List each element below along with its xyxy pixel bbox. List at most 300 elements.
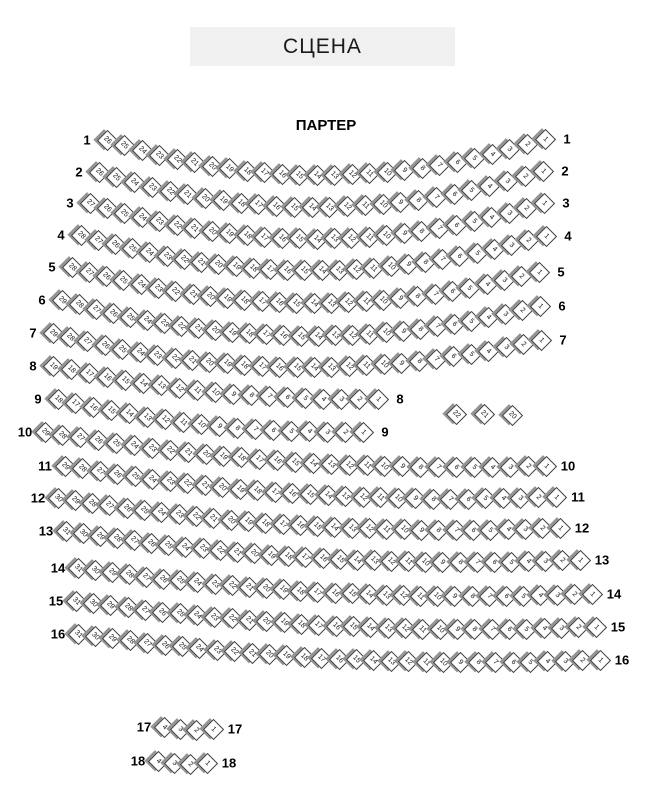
seat[interactable]: 12 (342, 164, 363, 185)
seat[interactable]: 27 (77, 331, 98, 352)
seat[interactable]: 21 (473, 404, 494, 425)
seat[interactable]: 10 (380, 256, 401, 277)
seat[interactable]: 1 (535, 455, 556, 476)
seat[interactable]: 2 (180, 754, 201, 775)
seat[interactable]: 7 (425, 284, 446, 305)
seat[interactable]: 26 (107, 464, 128, 485)
seat[interactable]: 25 (122, 238, 143, 259)
seat[interactable]: 12 (398, 651, 419, 672)
seat[interactable]: 2 (552, 550, 573, 571)
seat[interactable]: 18 (47, 388, 68, 409)
seat[interactable]: 23 (149, 144, 170, 165)
seat[interactable]: 16 (271, 228, 292, 249)
seat[interactable]: 28 (72, 458, 93, 479)
seat[interactable]: 27 (79, 192, 100, 213)
seat[interactable]: 25 (134, 500, 155, 521)
seat[interactable]: 16 (97, 366, 118, 387)
seat[interactable]: 6 (444, 184, 465, 205)
seat[interactable]: 23 (169, 504, 190, 525)
seat[interactable]: 26 (88, 161, 109, 182)
seat[interactable]: 17 (265, 481, 286, 502)
seat[interactable]: 14 (133, 373, 154, 394)
seat[interactable]: 31 (67, 623, 88, 644)
seat[interactable]: 9 (447, 619, 468, 640)
seat[interactable]: 25 (170, 570, 191, 591)
seat[interactable]: 17 (252, 291, 273, 312)
seat[interactable]: 19 (222, 322, 243, 343)
seat[interactable]: 7 (427, 316, 448, 337)
seat[interactable]: 22 (221, 608, 242, 629)
seat[interactable]: 3 (515, 519, 536, 540)
seat[interactable]: 10 (415, 552, 436, 573)
seat[interactable]: 16 (277, 259, 298, 280)
seat[interactable]: 16 (273, 325, 294, 346)
seat[interactable]: 11 (415, 651, 436, 672)
seat[interactable]: 16 (328, 648, 349, 669)
seat[interactable]: 1 (528, 261, 549, 282)
seat[interactable]: 19 (276, 645, 297, 666)
seat[interactable]: 2 (517, 134, 538, 155)
seat[interactable]: 4 (479, 176, 500, 197)
seat[interactable]: 15 (346, 649, 367, 670)
seat[interactable]: 15 (101, 400, 122, 421)
seat[interactable]: 21 (177, 184, 198, 205)
seat[interactable]: 13 (376, 585, 397, 606)
seat[interactable]: 12 (381, 551, 402, 572)
seat[interactable]: 25 (169, 603, 190, 624)
seat[interactable]: 10 (377, 162, 398, 183)
seat[interactable]: 31 (67, 557, 88, 578)
seat[interactable]: 3 (497, 171, 518, 192)
seat[interactable]: 20 (208, 254, 229, 275)
seat[interactable]: 11 (359, 226, 380, 247)
seat[interactable]: 6 (458, 488, 479, 509)
seat[interactable]: 25 (120, 306, 141, 327)
seat[interactable]: 18 (278, 546, 299, 567)
seat[interactable]: 19 (217, 288, 238, 309)
seat[interactable]: 24 (139, 242, 160, 263)
seat[interactable]: 17 (249, 449, 270, 470)
seat[interactable]: 22 (167, 215, 188, 236)
seat[interactable]: 5 (520, 651, 541, 672)
seat[interactable]: 13 (321, 357, 342, 378)
seat[interactable]: 29 (42, 322, 63, 343)
seat[interactable]: 7 (429, 155, 450, 176)
seat[interactable]: 4 (497, 519, 518, 540)
seat[interactable]: 13 (151, 375, 172, 396)
seat[interactable]: 18 (243, 257, 264, 278)
seat[interactable]: 25 (106, 167, 127, 188)
seat[interactable]: 21 (184, 218, 205, 239)
seat[interactable]: 17 (307, 581, 328, 602)
seat[interactable]: 15 (294, 260, 315, 281)
seat[interactable]: 7 (429, 218, 450, 239)
seat[interactable]: 18 (234, 290, 255, 311)
seat[interactable]: 25 (114, 203, 135, 224)
seat[interactable]: 29 (102, 562, 123, 583)
seat[interactable]: 23 (154, 313, 175, 334)
seat[interactable]: 14 (304, 357, 325, 378)
seat[interactable]: 5 (461, 311, 482, 332)
seat[interactable]: 4 (477, 274, 498, 295)
seat[interactable]: 29 (90, 526, 111, 547)
seat[interactable]: 27 (99, 495, 120, 516)
seat[interactable]: 30 (85, 560, 106, 581)
seat[interactable]: 5 (295, 388, 316, 409)
seat[interactable]: 7 (446, 520, 467, 541)
seat[interactable]: 4 (482, 144, 503, 165)
seat[interactable]: 18 (247, 480, 268, 501)
seat[interactable]: 11 (398, 551, 419, 572)
seat[interactable]: 26 (105, 234, 126, 255)
seat[interactable]: 13 (319, 197, 340, 218)
seat[interactable]: 20 (212, 477, 233, 498)
seat[interactable]: 10 (373, 290, 394, 311)
seat[interactable]: 6 (446, 215, 467, 236)
seat[interactable]: 20 (205, 320, 226, 341)
seat[interactable]: 19 (261, 544, 282, 565)
seat[interactable]: 12 (393, 585, 414, 606)
seat[interactable]: 1 (545, 486, 566, 507)
seat[interactable]: 25 (106, 433, 127, 454)
seat[interactable]: 2 (517, 456, 538, 477)
seat[interactable]: 28 (60, 327, 81, 348)
seat[interactable]: 15 (289, 228, 310, 249)
seat[interactable]: 4 (313, 388, 334, 409)
seat[interactable]: 3 (551, 618, 572, 639)
seat[interactable]: 3 (496, 337, 517, 358)
seat[interactable]: 9 (450, 652, 471, 673)
seat[interactable]: 5 (461, 180, 482, 201)
seat[interactable]: 27 (137, 632, 158, 653)
seat[interactable]: 14 (119, 403, 140, 424)
seat[interactable]: 24 (187, 605, 208, 626)
seat[interactable]: 13 (329, 260, 350, 281)
seat[interactable]: 17 (254, 162, 275, 183)
seat[interactable]: 7 (428, 457, 449, 478)
seat[interactable]: 8 (468, 652, 489, 673)
seat[interactable]: 10 (376, 225, 397, 246)
seat[interactable]: 23 (149, 211, 170, 232)
seat[interactable]: 14 (304, 293, 325, 314)
seat[interactable]: 7 (440, 489, 461, 510)
seat[interactable]: 1 (533, 192, 554, 213)
seat[interactable]: 12 (339, 356, 360, 377)
seat[interactable]: 23 (192, 538, 213, 559)
seat[interactable]: 20 (202, 155, 223, 176)
seat[interactable]: 17 (254, 226, 275, 247)
seat[interactable]: 8 (449, 552, 470, 573)
seat[interactable]: 2 (532, 518, 553, 539)
seat[interactable]: 18 (237, 225, 258, 246)
seat[interactable]: 11 (355, 291, 376, 312)
seat[interactable]: 2 (511, 266, 532, 287)
seat[interactable]: 12 (342, 325, 363, 346)
seat[interactable]: 21 (182, 284, 203, 305)
seat[interactable]: 16 (312, 548, 333, 569)
seat[interactable]: 10 (429, 619, 450, 640)
seat[interactable]: 25 (172, 636, 193, 657)
seat[interactable]: 17 (248, 194, 269, 215)
seat[interactable]: 3 (500, 456, 521, 477)
seat[interactable]: 9 (394, 223, 415, 244)
seat[interactable]: 17 (79, 363, 100, 384)
seat[interactable]: 19 (273, 612, 294, 633)
seat[interactable]: 1 (581, 583, 602, 604)
seat[interactable]: 11 (370, 487, 391, 508)
seat[interactable]: 19 (230, 478, 251, 499)
seat[interactable]: 13 (324, 165, 345, 186)
seat[interactable]: 23 (147, 345, 168, 366)
seat[interactable]: 26 (152, 601, 173, 622)
seat[interactable]: 8 (464, 619, 485, 640)
seat[interactable]: 22 (224, 641, 245, 662)
seat[interactable]: 7 (479, 586, 500, 607)
seat[interactable]: 19 (219, 158, 240, 179)
seat[interactable]: 2 (186, 720, 207, 741)
seat[interactable]: 29 (54, 455, 75, 476)
seat[interactable]: 12 (339, 454, 360, 475)
seat[interactable]: 21 (239, 577, 260, 598)
seat[interactable]: 13 (342, 518, 363, 539)
seat[interactable]: 21 (239, 610, 260, 631)
seat[interactable]: 1 (202, 718, 223, 739)
seat[interactable]: 14 (360, 617, 381, 638)
seat[interactable]: 29 (65, 490, 86, 511)
seat[interactable]: 17 (260, 259, 281, 280)
seat[interactable]: 13 (381, 651, 402, 672)
seat[interactable]: 4 (481, 207, 502, 228)
seat[interactable]: 10 (374, 354, 395, 375)
seat[interactable]: 17 (295, 547, 316, 568)
seat[interactable]: 15 (330, 549, 351, 570)
seat[interactable]: 9 (209, 416, 230, 437)
seat[interactable]: 2 (518, 230, 539, 251)
seat[interactable]: 18 (60, 359, 81, 380)
seat[interactable]: 15 (285, 451, 306, 472)
seat[interactable]: 28 (119, 564, 140, 585)
seat[interactable]: 15 (286, 357, 307, 378)
seat[interactable]: 7 (245, 419, 266, 440)
seat[interactable]: 23 (204, 607, 225, 628)
seat[interactable]: 21 (241, 643, 262, 664)
seat[interactable]: 17 (272, 514, 293, 535)
seat[interactable]: 4 (518, 551, 539, 572)
seat[interactable]: 6 (446, 457, 467, 478)
seat[interactable]: 11 (412, 618, 433, 639)
seat[interactable]: 17 (252, 356, 273, 377)
seat[interactable]: 4 (482, 457, 503, 478)
seat[interactable]: 20 (256, 578, 277, 599)
seat[interactable]: 30 (83, 593, 104, 614)
seat[interactable]: 25 (125, 466, 146, 487)
seat[interactable]: 12 (352, 487, 373, 508)
seat[interactable]: 2 (349, 389, 370, 410)
seat[interactable]: 4 (533, 618, 554, 639)
seat[interactable]: 25 (158, 535, 179, 556)
seat[interactable]: 13 (325, 325, 346, 346)
seat[interactable]: 19 (213, 445, 234, 466)
seat[interactable]: 4 (147, 750, 168, 771)
seat[interactable]: 26 (96, 266, 117, 287)
seat[interactable]: 26 (153, 568, 174, 589)
seat[interactable]: 5 (501, 552, 522, 573)
seat[interactable]: 13 (324, 228, 345, 249)
seat[interactable]: 28 (82, 493, 103, 514)
seat[interactable]: 31 (65, 590, 86, 611)
seat[interactable]: 14 (312, 260, 333, 281)
seat[interactable]: 9 (394, 160, 415, 181)
seat[interactable]: 12 (346, 259, 367, 280)
seat[interactable]: 16 (83, 396, 104, 417)
seat[interactable]: 19 (219, 223, 240, 244)
seat[interactable]: 29 (100, 595, 121, 616)
seat[interactable]: 3 (498, 203, 519, 224)
seat[interactable]: 1 (534, 128, 555, 149)
seat[interactable]: 5 (467, 243, 488, 264)
seat[interactable]: 24 (130, 342, 151, 363)
seat[interactable]: 16 (269, 292, 290, 313)
seat[interactable]: 24 (187, 572, 208, 593)
seat[interactable]: 5 (464, 211, 485, 232)
seat[interactable]: 3 (535, 551, 556, 572)
seat[interactable]: 1 (535, 225, 556, 246)
seat[interactable]: 6 (442, 281, 463, 302)
seat[interactable]: 29 (34, 421, 55, 442)
seat[interactable]: 4 (537, 651, 558, 672)
seat[interactable]: 1 (549, 517, 570, 538)
seat[interactable]: 25 (114, 135, 135, 156)
seat[interactable]: 14 (359, 584, 380, 605)
seat[interactable]: 15 (115, 370, 136, 391)
seat[interactable]: 3 (555, 651, 576, 672)
seat[interactable]: 9 (432, 552, 453, 573)
seat[interactable]: 6 (447, 152, 468, 173)
seat[interactable]: 15 (289, 164, 310, 185)
seat[interactable]: 9 (405, 488, 426, 509)
seat[interactable]: 19 (273, 579, 294, 600)
seat[interactable]: 1 (352, 421, 373, 442)
seat[interactable]: 22 (160, 440, 181, 461)
seat[interactable]: 10 (388, 488, 409, 509)
seat[interactable]: 24 (151, 502, 172, 523)
seat[interactable]: 23 (207, 640, 228, 661)
seat[interactable]: 27 (88, 229, 109, 250)
seat[interactable]: 22 (171, 316, 192, 337)
seat[interactable]: 3 (494, 270, 515, 291)
seat[interactable]: 13 (137, 406, 158, 427)
seat[interactable]: 20 (202, 221, 223, 242)
seat[interactable]: 5 (461, 344, 482, 365)
seat[interactable]: 3 (164, 753, 185, 774)
seat[interactable]: 15 (343, 616, 364, 637)
seat[interactable]: 6 (484, 552, 505, 573)
seat[interactable]: 28 (117, 597, 138, 618)
seat[interactable]: 24 (142, 469, 163, 490)
seat[interactable]: 28 (120, 630, 141, 651)
seat[interactable]: 23 (142, 176, 163, 197)
seat[interactable]: 8 (410, 457, 431, 478)
seat[interactable]: 4 (153, 716, 174, 737)
seat[interactable]: 21 (227, 542, 248, 563)
seat[interactable]: 1 (585, 616, 606, 637)
seat[interactable]: 10 (374, 456, 395, 477)
seat[interactable]: 17 (308, 614, 329, 635)
seat[interactable]: 24 (124, 435, 145, 456)
seat[interactable]: 22 (174, 249, 195, 270)
seat[interactable]: 22 (222, 575, 243, 596)
seat[interactable]: 2 (568, 617, 589, 638)
seat[interactable]: 4 (478, 341, 499, 362)
seat[interactable]: 21 (182, 350, 203, 371)
seat[interactable]: 11 (173, 412, 194, 433)
seat[interactable]: 1 (589, 649, 610, 670)
seat[interactable]: 26 (117, 498, 138, 519)
seat[interactable]: 22 (164, 347, 185, 368)
seat[interactable]: 16 (266, 196, 287, 217)
seat[interactable]: 22 (165, 281, 186, 302)
seat[interactable]: 21 (203, 508, 224, 529)
seat[interactable]: 6 (444, 314, 465, 335)
seat[interactable]: 26 (103, 303, 124, 324)
seat[interactable]: 19 (42, 355, 63, 376)
seat[interactable]: 8 (412, 158, 433, 179)
seat[interactable]: 6 (499, 619, 520, 640)
seat[interactable]: 11 (187, 380, 208, 401)
seat[interactable]: 3 (170, 719, 191, 740)
seat[interactable]: 16 (324, 582, 345, 603)
seat[interactable]: 8 (415, 252, 436, 273)
seat[interactable]: 21 (178, 442, 199, 463)
seat[interactable]: 4 (530, 585, 551, 606)
seat[interactable]: 21 (195, 475, 216, 496)
seat[interactable]: 14 (307, 325, 328, 346)
seat[interactable]: 15 (342, 583, 363, 604)
seat[interactable]: 29 (102, 628, 123, 649)
seat[interactable]: 14 (302, 197, 323, 218)
seat[interactable]: 10 (205, 382, 226, 403)
seat[interactable]: 11 (363, 258, 384, 279)
seat[interactable]: 28 (70, 224, 91, 245)
seat[interactable]: 8 (461, 586, 482, 607)
seat[interactable]: 3 (501, 235, 522, 256)
seat[interactable]: 27 (70, 427, 91, 448)
seat[interactable]: 4 (299, 421, 320, 442)
seat[interactable]: 9 (398, 254, 419, 275)
seat[interactable]: 6 (463, 520, 484, 541)
seat[interactable]: 22 (159, 181, 180, 202)
seat[interactable]: 18 (230, 192, 251, 213)
seat[interactable]: 20 (220, 509, 241, 530)
seat[interactable]: 29 (51, 289, 72, 310)
seat[interactable]: 9 (391, 353, 412, 374)
seat[interactable]: 2 (516, 198, 537, 219)
seat[interactable]: 11 (359, 324, 380, 345)
seat[interactable]: 16 (269, 356, 290, 377)
seat[interactable]: 6 (277, 387, 298, 408)
seat[interactable]: 3 (499, 139, 520, 160)
seat[interactable]: 8 (410, 319, 431, 340)
seat[interactable]: 22 (186, 506, 207, 527)
seat[interactable]: 19 (213, 190, 234, 211)
seat[interactable]: 13 (321, 454, 342, 475)
seat[interactable]: 6 (502, 652, 523, 673)
seat[interactable]: 9 (392, 456, 413, 477)
seat[interactable]: 18 (290, 580, 311, 601)
seat[interactable]: 11 (376, 519, 397, 540)
seat[interactable]: 16 (290, 515, 311, 536)
seat[interactable]: 28 (61, 256, 82, 277)
